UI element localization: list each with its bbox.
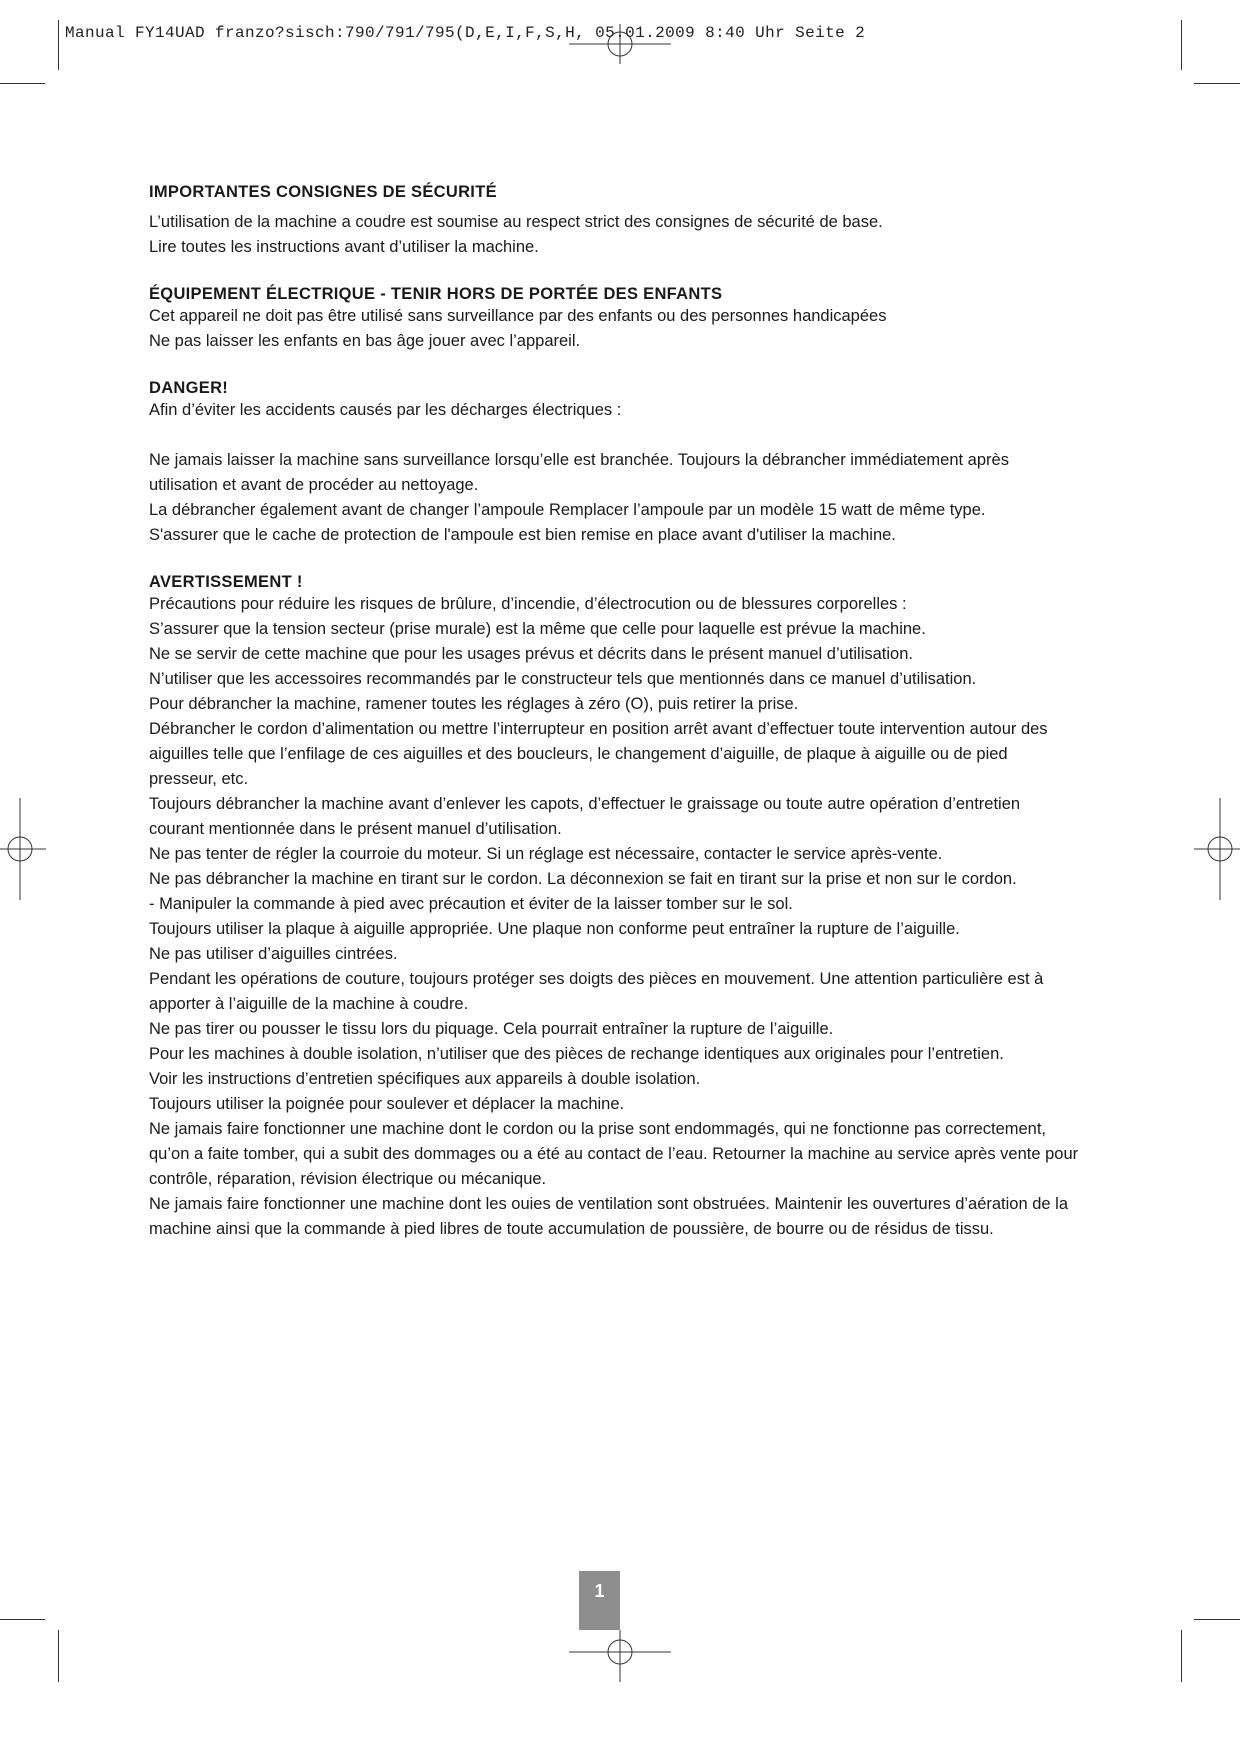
blank-line xyxy=(149,423,1079,448)
section-title: DANGER! xyxy=(149,379,229,397)
registration-mark-right-icon xyxy=(1194,798,1240,900)
section-title: AVERTISSEMENT ! xyxy=(149,573,303,591)
paragraph: Cet appareil ne doit pas être utilisé sans surveillance par des enfants ou des personnes handicapées xyxy=(149,307,887,325)
crop-mark-top-left-v xyxy=(58,20,59,70)
paragraph: L’utilisation de la machine a coudre est soumise au respect strict des consignes de sécurité de base. xyxy=(149,213,883,231)
section-warning xyxy=(149,573,1079,1242)
paragraph: Toujours utiliser la plaque à aiguille appropriée. Une plaque non conforme peut entraîner la rupture de l’aiguille. xyxy=(149,920,960,938)
paragraph: Ne se servir de cette machine que pour les usages prévus et décrits dans le présent manuel d’utilisation. xyxy=(149,645,913,663)
paragraph: Pendant les opérations de couture, toujours protéger ses doigts des pièces en mouvement. Une attention particulière est à apporter à l’aiguille de la machine à coudre. xyxy=(149,970,1044,1013)
section-electrical xyxy=(149,285,1079,354)
paragraph: Ne pas laisser les enfants en bas âge jouer avec l’appareil. xyxy=(149,332,581,350)
crop-mark-top-left-h xyxy=(0,83,45,84)
crop-mark-top-right-v xyxy=(1181,20,1182,70)
crop-mark-bottom-right-v xyxy=(1181,1630,1182,1682)
registration-mark-top-icon xyxy=(569,24,671,64)
paragraph: - Manipuler la commande à pied avec précaution et éviter de la laisser tomber sur le sol. xyxy=(149,895,793,913)
paragraph: Pour les machines à double isolation, n’utiliser que des pièces de rechange identiques aux originales pour l’entretien. xyxy=(149,1045,1004,1063)
crop-mark-bottom-left-v xyxy=(58,1630,59,1682)
paragraph: Précautions pour réduire les risques de brûlure, d’incendie, d’électrocution ou de blessures corporelles : xyxy=(149,595,907,613)
paragraph: La débrancher également avant de changer l’ampoule Remplacer l’ampoule par un modèle 15 watt de même type. xyxy=(149,501,986,519)
crop-mark-top-right-h xyxy=(1194,83,1240,84)
paragraph: Ne jamais faire fonctionner une machine dont le cordon ou la prise sont endommagés, qui ne fonctionne pas correctement, qu’on a faite tomber, qui a subit des dommages ou a été au contact de l’eau. Retourner la machine au service après vente pour contrôle, réparation, révision électrique ou mécanique. xyxy=(149,1120,1079,1188)
section-safety xyxy=(149,183,1079,260)
crop-mark-bottom-left-h xyxy=(0,1619,45,1620)
page-number: 1 xyxy=(579,1571,620,1630)
paragraph: Ne pas débrancher la machine en tirant sur le cordon. La déconnexion se fait en tirant sur la prise et non sur le cordon. xyxy=(149,870,1017,888)
paragraph: Lire toutes les instructions avant d’utiliser la machine. xyxy=(149,238,539,256)
section-title: ÉQUIPEMENT ÉLECTRIQUE - TENIR HORS DE PORTÉE DES ENFANTS xyxy=(149,285,723,303)
paragraph: Toujours utiliser la poignée pour soulever et déplacer la machine. xyxy=(149,1095,625,1113)
safety-instructions xyxy=(149,183,1079,1267)
section-title: IMPORTANTES CONSIGNES DE SÉCURITÉ xyxy=(149,183,497,201)
crop-mark-bottom-right-h xyxy=(1194,1619,1240,1620)
paragraph: S’assurer que la tension secteur (prise murale) est la même que celle pour laquelle est prévue la machine. xyxy=(149,620,926,638)
print-slug: Manual FY14UAD franzo?sisch:790/791/795(D,E,I,F,S,H, 05.01.2009 8:40 Uhr Seite 2 xyxy=(65,24,866,42)
paragraph: Pour débrancher la machine, ramener toutes les réglages à zéro (O), puis retirer la prise. xyxy=(149,695,799,713)
section-danger xyxy=(149,379,1079,548)
paragraph: Toujours débrancher la machine avant d’enlever les capots, d’effectuer le graissage ou toute autre opération d’entretien courant mentionnée dans le présent manuel d’utilisation. xyxy=(149,795,1021,838)
paragraph: Afin d’éviter les accidents causés par les décharges électriques : xyxy=(149,401,622,419)
paragraph: Voir les instructions d’entretien spécifiques aux appareils à double isolation. xyxy=(149,1070,701,1088)
registration-mark-bottom-icon xyxy=(569,1630,671,1682)
registration-mark-left-icon xyxy=(0,798,46,900)
paragraph: Ne jamais faire fonctionner une machine dont les ouies de ventilation sont obstruées. Maintenir les ouvertures d’aération de la machine ainsi que la commande à pied libres de toute accumulation de poussière, de bourre ou de résidus de tissu. xyxy=(149,1195,1069,1238)
paragraph: Ne jamais laisser la machine sans surveillance lorsqu’elle est branchée. Toujours la débrancher immédiatement après utilisation et avant de procéder au nettoyage. xyxy=(149,451,1009,494)
paragraph: Ne pas tenter de régler la courroie du moteur. Si un réglage est nécessaire, contacter le service après-vente. xyxy=(149,845,943,863)
paragraph: S'assurer que le cache de protection de l'ampoule est bien remise en place avant d'utiliser la machine. xyxy=(149,526,896,544)
paragraph: Ne pas tirer ou pousser le tissu lors du piquage. Cela pourrait entraîner la rupture de l’aiguille. xyxy=(149,1020,834,1038)
paragraph: Ne pas utiliser d’aiguilles cintrées. xyxy=(149,945,398,963)
paragraph: Débrancher le cordon d’alimentation ou mettre l’interrupteur en position arrêt avant d’effectuer toute intervention autour des aiguilles telle que l’enfilage de ces aiguilles et des boucleurs, le changement d’aiguille, de plaque à aiguille ou de pied presseur, etc. xyxy=(149,720,1048,788)
paragraph: N’utiliser que les accessoires recommandés par le constructeur tels que mentionnés dans ce manuel d’utilisation. xyxy=(149,670,977,688)
